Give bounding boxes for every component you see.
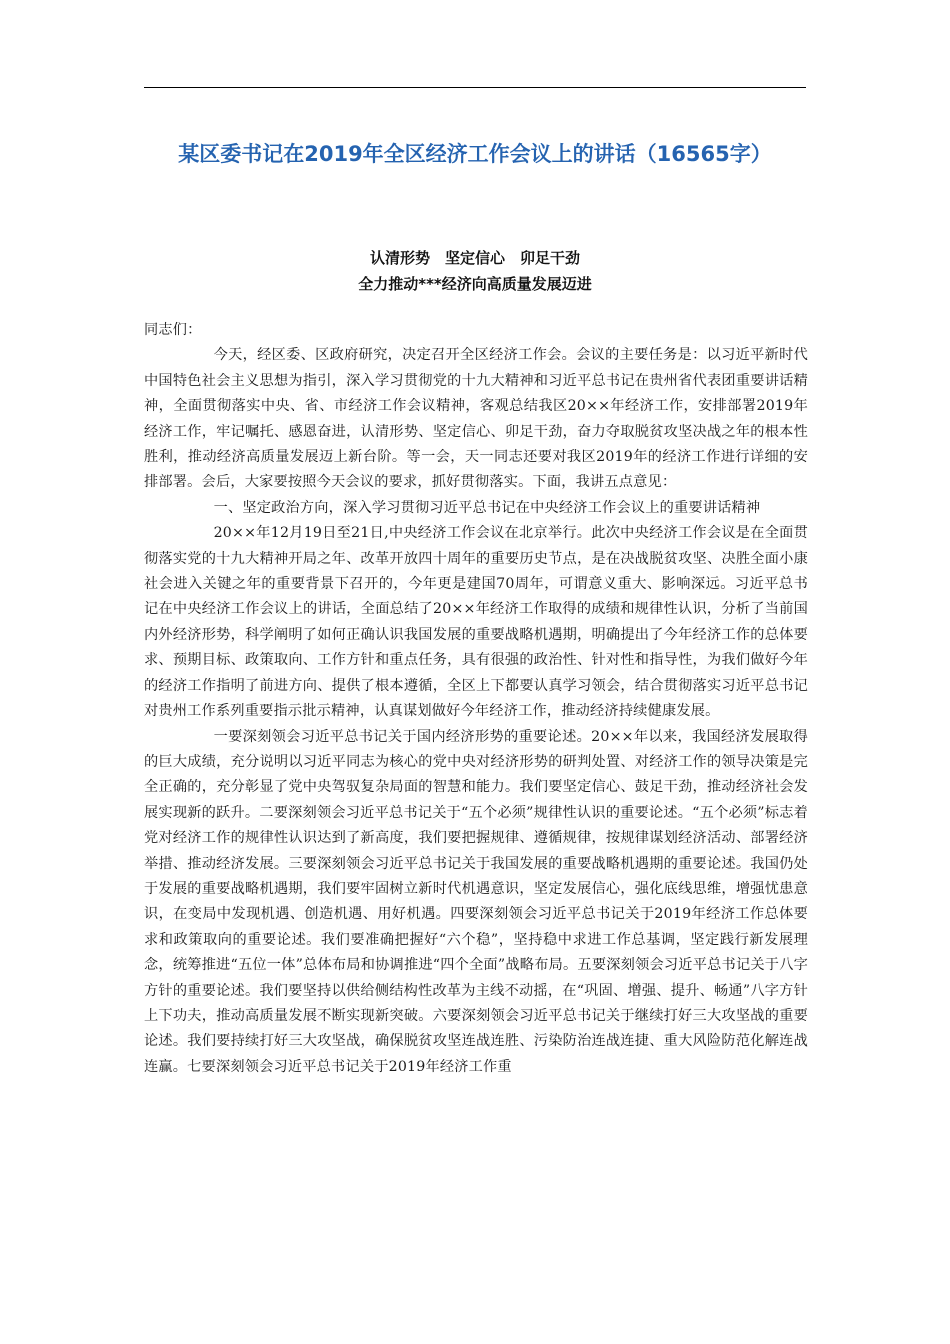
document-body	[144, 318, 808, 1080]
header-rule	[144, 87, 806, 88]
speech-subtitle-line-2: 全力推动***经济向高质量发展迈进	[358, 275, 592, 293]
body-paragraph: 今天，经区委、区政府研究，决定召开全区经济工作会。会议的主要任务是：以习近平新时代中国特色社会主义思想为指引，深入学习贯彻党的十九大精神和习近平总书记在贵州省代表团重要讲话精神，全面贯彻落实中央、省、市经济工作会议精神，客观总结我区20××年经济工作，安排部署2019年经济工作，牢记嘱托、感恩奋进，认清形势、坚定信心、卯足干劲，奋力夺取脱贫攻坚决战之年的根本性胜利，推动经济高质量发展迈上新台阶。等一会，天一同志还要对我区2019年的经济工作进行详细的安排部署。会后，大家要按照今天会议的要求，抓好贯彻落实。下面，我讲五点意见：	[144, 347, 808, 491]
body-paragraph: 20××年12月19日至21日,中央经济工作会议在北京举行。此次中央经济工作会议是在全面贯彻落实党的十九大精神开局之年、改革开放四十周年的重要历史节点，是在决战脱贫攻坚、决胜全面小康社会进入关键之年的重要背景下召开的，今年更是建国70周年，可谓意义重大、影响深远。习近平总书记在中央经济工作会议上的讲话，全面总结了20××年经济工作取得的成绩和规律性认识，分析了当前国内外经济形势，科学阐明了如何正确认识我国发展的重要战略机遇期，明确提出了今年经济工作的总体要求、预期目标、政策取向、工作方针和重点任务，具有很强的政治性、针对性和指导性，为我们做好今年的经济工作指明了前进方向、提供了根本遵循，全区上下都要认真学习领会，结合贯彻落实习近平总书记对贵州工作系列重要指示批示精神，认真谋划做好今年经济工作，推动经济持续健康发展。	[144, 525, 808, 720]
section-heading: 一、坚定政治方向，深入学习贯彻习近平总书记在中央经济工作会议上的重要讲话精神	[213, 499, 761, 516]
document-title: 某区委书记在2019年全区经济工作会议上的讲话（16565字）	[178, 142, 772, 166]
salutation: 同志们：	[144, 322, 202, 338]
speech-subtitle-line-1: 认清形势 坚定信心 卯足干劲	[369, 249, 580, 267]
body-paragraph: 一要深刻领会习近平总书记关于国内经济形势的重要论述。20××年以来，我国经济发展取得的巨大成绩，充分说明以习近平同志为核心的党中央对经济形势的研判处置、对经济工作的领导决策是完全正确的，充分彰显了党中央驾驭复杂局面的智慧和能力。我们要坚定信心、鼓足干劲，推动经济社会发展实现新的跃升。二要深刻领会习近平总书记关于“五个必须”规律性认识的重要论述。“五个必须”标志着党对经济工作的规律性认识达到了新高度，我们要把握规律、遵循规律，按规律谋划经济活动、部署经济举措、推动经济发展。三要深刻领会习近平总书记关于我国发展的重要战略机遇期的重要论述。我国仍处于发展的重要战略机遇期，我们要牢固树立新时代机遇意识，坚定发展信心，强化底线思维，增强忧患意识，在变局中发现机遇、创造机遇、用好机遇。四要深刻领会习近平总书记关于2019年经济工作总体要求和政策取向的重要论述。我们要准确把握好“六个稳”，坚持稳中求进工作总基调，坚定践行新发展理念，统筹推进“五位一体”总体布局和协调推进“四个全面”战略布局。五要深刻领会习近平总书记关于八字方针的重要论述。我们要坚持以供给侧结构性改革为主线不动摇，在“巩固、增强、提升、畅通”八字方针上下功夫，推动高质量发展不断实现新突破。六要深刻领会习近平总书记关于继续打好三大攻坚战的重要论述。我们要持续打好三大攻坚战，确保脱贫攻坚连战连胜、污染防治连战连捷、重大风险防范化解连战连赢。七要深刻领会习近平总书记关于2019年经济工作重	[144, 728, 808, 1075]
